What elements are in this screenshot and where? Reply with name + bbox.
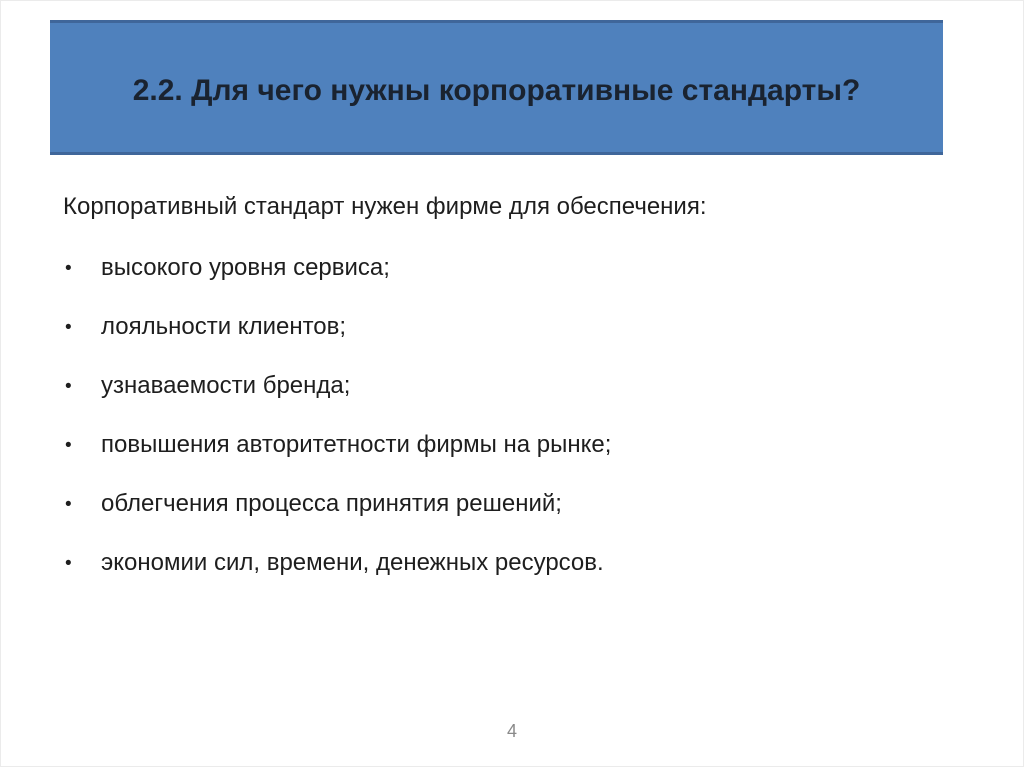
list-item (63, 255, 943, 281)
bullet-text: высокого уровня сервиса; (101, 254, 390, 281)
bullet-text: облегчения процесса принятия решений; (101, 490, 562, 517)
bullet-icon: • (65, 553, 72, 574)
bullet-list (63, 255, 943, 609)
list-item (63, 314, 943, 340)
bullet-text: повышения авторитетности фирмы на рынке; (101, 431, 612, 458)
intro-text: Корпоративный стандарт нужен фирме для обеспечения: (63, 193, 707, 220)
page-number: 4 (506, 721, 517, 741)
bullet-icon: • (65, 317, 72, 338)
bullet-text: узнаваемости бренда; (101, 372, 351, 399)
list-item (63, 373, 943, 399)
title-banner (50, 20, 943, 155)
list-item (63, 432, 943, 458)
bullet-icon: • (65, 435, 72, 456)
list-item (63, 550, 943, 576)
bullet-text: экономии сил, времени, денежных ресурсов. (101, 549, 604, 576)
bullet-icon: • (65, 494, 72, 515)
bullet-text: лояльности клиентов; (101, 313, 347, 340)
bullet-icon: • (65, 376, 72, 397)
bullet-icon: • (65, 258, 72, 279)
slide-title: 2.2. Для чего нужны корпоративные стандарты? (132, 73, 861, 107)
list-item (63, 491, 943, 517)
